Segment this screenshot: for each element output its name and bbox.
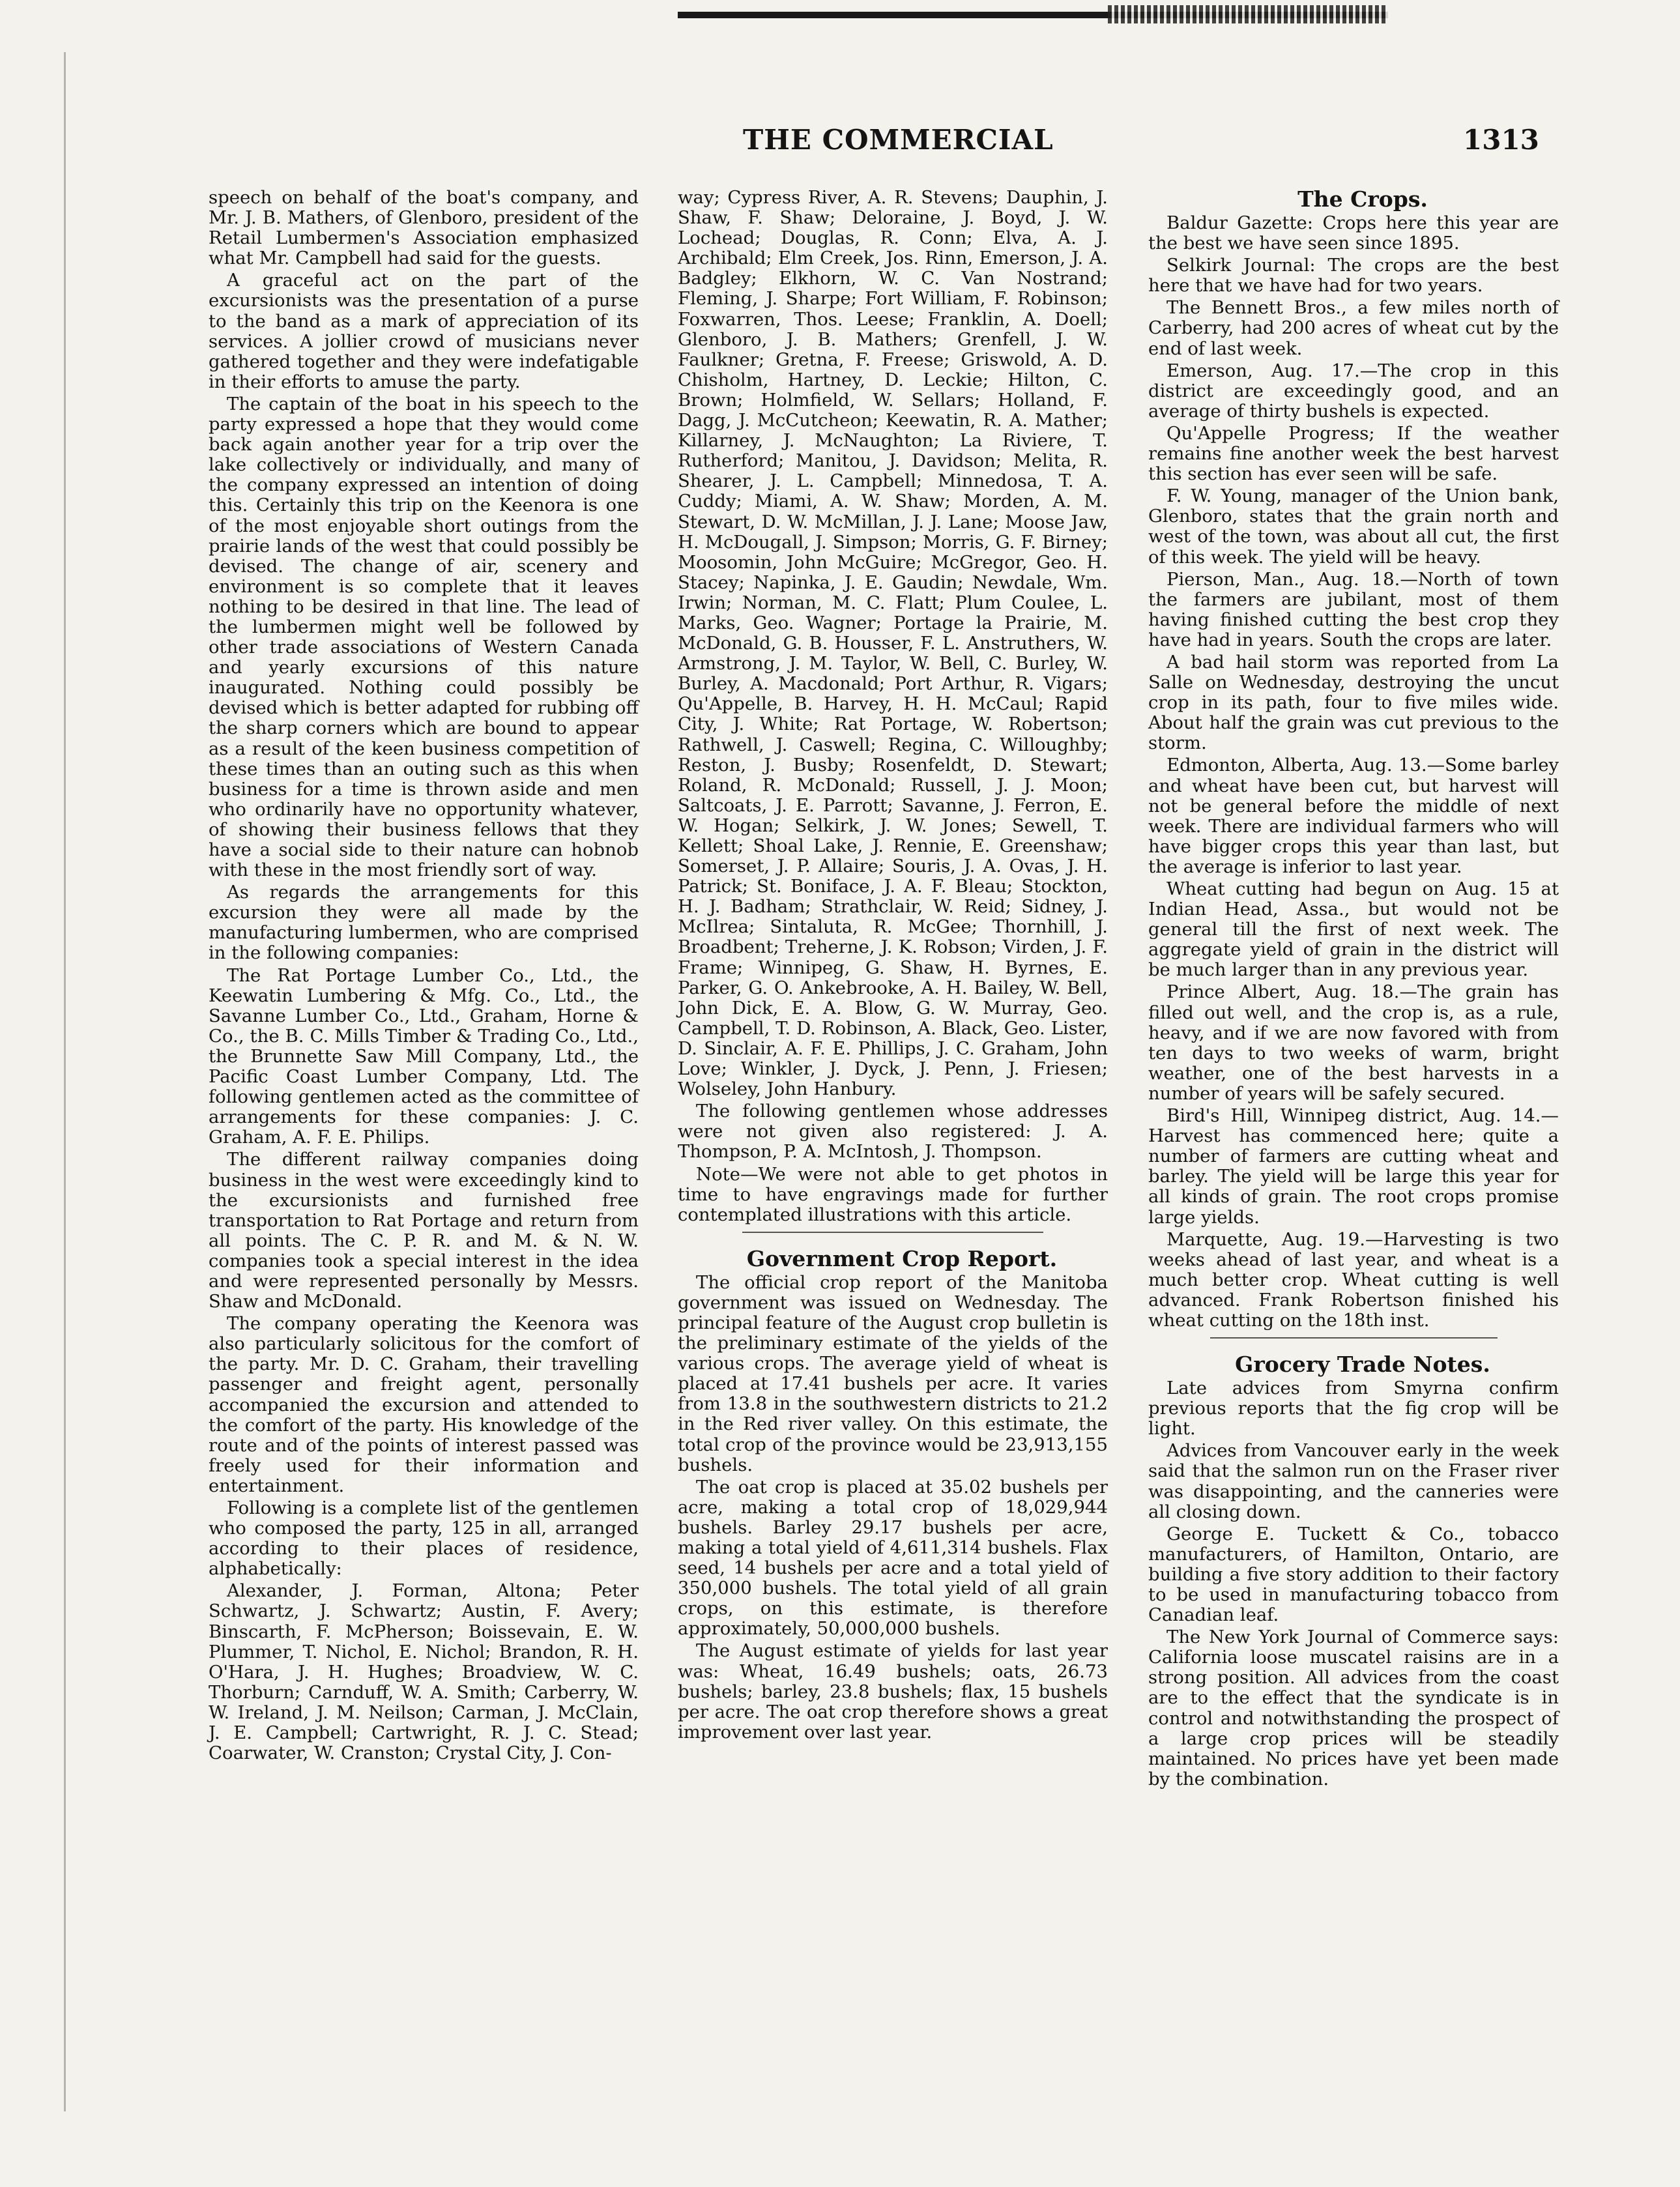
col3-paragraph: Advices from Vancouver early in the week said that the salmon run on the Fraser river was disappointing, and the canneries were all closing down. xyxy=(1148,1440,1559,1522)
col3-paragraph: Wheat cutting had begun on Aug. 15 at Indian Head, Assa., but would not be general till the first of next week. The aggregate yield of grain in the district will be much larger than in any previous year. xyxy=(1148,878,1559,981)
section-divider xyxy=(1210,1337,1498,1339)
col2-paragraph: way; Cypress River, A. R. Stevens; Dauphin, J. Shaw, F. Shaw; Deloraine, J. Boyd, J. W. Lochead; Douglas, R. Conn; Elva, A. J. Archibald; Elm Creek, Jos. Rinn, Emerson, J. A. Badgley; Elkhorn, W. C. Van Nostrand; Fleming, J. Sharpe; Fort William, F. Robinson; Foxwarren, Thos. Leese; Franklin, A. Doell; Glenboro, J. B. Mathers; Grenfell, J. W. Faulkner; Gretna, F. Freese; Griswold, A. D. Chisholm, Hartney, D. Leckie; Hilton, C. Brown; Holmfield, W. Sellars; Holland, F. Dagg, J. McCutcheon; Keewatin, R. A. Mather; Killarney, J. McNaughton; La Riviere, T. Rutherford; Manitou, J. Davidson; Melita, R. Shearer, J. L. Campbell; Minnedosa, T. A. Cuddy; Miami, A. W. Shaw; Morden, A. M. Stewart, D. W. McMillan, J. J. Lane; Moose Jaw, H. McDougall, J. Simpson; Morris, G. F. Birney; Moosomin, John McGuire; McGregor, Geo. H. Stacey; Napinka, J. E. Gaudin; Newdale, Wm. Irwin; Norman, M. C. Flatt; Plum Coulee, L. Marks, Geo. Wagner; Portage la Prairie, M. McDonald, G. B. Housser, F. L. Anstruthers, W. Armstrong, J. M. Taylor, W. Bell, C. Burley, W. Burley, A. Macdonald; Port Arthur, R. Vigars; Qu'Appelle, B. Harvey, H. H. McCaul; Rapid City, J. White; Rat Portage, W. Robertson; Rathwell, J. Caswell; Regina, C. Willoughby; Reston, J. Busby; Rosenfeldt, D. Stewart; Roland, R. McDonald; Russell, J. J. Moon; Saltcoats, J. E. Parrott; Savanne, J. Ferron, E. W. Hogan; Selkirk, J. W. Jones; Sewell, T. Kellett; Shoal Lake, J. Rennie, E. Greenshaw; Somerset, J. P. Allaire; Souris, J. A. Ovas, J. H. Patrick; St. Boniface, J. A. F. Bleau; Stockton, H. J. Badham; Strathclair, W. Reid; Sidney, J. McIlrea; Sintaluta, R. McGee; Thornhill, J. Broadbent; Treherne, J. K. Robson; Virden, J. F. Frame; Winnipeg, G. Shaw, H. Byrnes, E. Parker, G. O. Ankebrooke, A. H. Bailey, W. Bell, John Dick, E. A. Blow, G. W. Murray, Geo. Campbell, T. D. Robinson, A. Black, Geo. Lister, D. Sinclair, A. F. E. Phillips, J. C. Graham, John Love; Winkler, J. Dyck, J. Penn, J. Friesen; Wolseley, John Hanbury. xyxy=(678,187,1108,1100)
top-scan-artifact xyxy=(1108,5,1388,23)
col3-paragraph: Pierson, Man., Aug. 18.—North of town the farmers are jubilant, most of them having finished cutting the best crop they have had in years. South the crops are later. xyxy=(1148,568,1559,650)
col3-paragraph: A bad hail storm was reported from La Salle on Wednesday, destroying the uncut crop in its path, four to five miles wide. About half the grain was cut previous to the storm. xyxy=(1148,651,1559,754)
column-3 xyxy=(1148,188,1559,1789)
col3-paragraph: George E. Tuckett & Co., tobacco manufacturers, of Hamilton, Ontario, are building a five story addition to their factory to be used in manufacturing tobacco from Canadian leaf. xyxy=(1148,1523,1559,1626)
column-1 xyxy=(209,188,639,1763)
col3-paragraph: Edmonton, Alberta, Aug. 13.—Some barley and wheat have been cut, but harvest will not be general before the middle of next week. There are individual farmers who will have bigger crops this year than last, but the average is inferior to last year. xyxy=(1148,755,1559,877)
col3-paragraph: Bird's Hill, Winnipeg district, Aug. 14.—Harvest has commenced here; quite a number of farmers are cutting wheat and barley. The yield will be large this year for all kinds of grain. The root crops promise large yields. xyxy=(1148,1105,1559,1228)
col3-paragraph: The New York Journal of Commerce says: California loose muscatel raisins are in a strong position. All advices from the coast are to the effect that the syndicate is in control and notwithstanding the prospect of a large crop prices will be steadily maintained. No prices have yet been made by the combination. xyxy=(1148,1627,1559,1789)
heading-government-crop-report: Government Crop Report. xyxy=(746,1245,1058,1271)
col3-paragraph: The Bennett Bros., a few miles north of Carberry, had 200 acres of wheat cut by the end of last week. xyxy=(1148,297,1559,359)
col1-paragraph: The captain of the boat in his speech to the party expressed a hope that they would come back again another year for a trip over the lake collectively or individually, and many of the company expressed an intention of doing this. Certainly this trip on the Keenora is one of the most enjoyable short outings from the prairie lands of the west that could possibly be devised. The change of air, scenery and environment is so complete that it leaves nothing to be desired in that line. The lead of the lumbermen might well be followed by other trade associations of Western Canada and yearly excursions of this nature inaugurated. Nothing could possibly be devised which is better adapted for rubbing off the sharp corners which are bound to appear as a result of the keen business competition of these times than an outing such as this when business for a time is thrown aside and men who ordinarily have no opportunity whatever, of showing their business fellows that they have a social side to their nature can hobnob with these in the most friendly sort of way. xyxy=(209,393,639,881)
section-divider xyxy=(742,1232,1043,1233)
col1-paragraph: As regards the arrangements for this excursion they were all made by the manufacturing lumbermen, who are comprised in the following companies: xyxy=(209,882,639,964)
col3-paragraph: Emerson, Aug. 17.—The crop in this district are exceedingly good, and an average of thirty bushels is expected. xyxy=(1148,360,1559,422)
running-head: THE COMMERCIAL xyxy=(743,124,1054,156)
col1-paragraph: The Rat Portage Lumber Co., Ltd., the Keewatin Lumbering & Mfg. Co., Ltd., the Savanne Lumber Co., Ltd., Graham, Horne & Co., the B. C. Mills Timber & Trading Co., Ltd., the Brunnette Saw Mill Company, Ltd., the Pacific Coast Lumber Company, Ltd. The following gentlemen acted as the committee of arrangements for these companies: J. C. Graham, A. F. E. Philips. xyxy=(209,964,639,1148)
col1-paragraph: Alexander, J. Forman, Altona; Peter Schwartz, J. Schwartz; Austin, F. Avery; Binscarth, F. McPherson; Boissevain, E. W. Plummer, T. Nichol, E. Nichol; Brandon, R. H. O'Hara, J. H. Hughes; Broadview, W. C. Thorburn; Carnduff, W. A. Smith; Carberry, W. W. Ireland, J. M. Neilson; Carman, J. McClain, J. E. Campbell; Cartwright, R. J. C. Stead; Coarwater, W. Cranston; Crystal City, J. Con- xyxy=(209,1580,639,1764)
col2-paragraph: The August estimate of yields for last year was: Wheat, 16.49 bushels; oats, 26.73 bushels; barley, 23.8 bushels; flax, 15 bushels per acre. The oat crop therefore shows a great improvement over last year. xyxy=(678,1640,1108,1743)
col3-paragraph: F. W. Young, manager of the Union bank, Glenboro, states that the grain north and west of the town, was about all cut, the first of this week. The yield will be heavy. xyxy=(1148,485,1559,568)
col1-paragraph: The company operating the Keenora was also particularly solicitous for the comfort of the party. Mr. D. C. Graham, their travelling passenger and freight agent, personally accompanied the excursion and attended to the comfort of the party. His knowledge of the route and of the points of interest passed was freely used for their information and entertainment. xyxy=(209,1313,639,1496)
heading-the-crops: The Crops. xyxy=(1297,186,1428,212)
col2-paragraph: The oat crop is placed at 35.02 bushels per acre, making a total crop of 18,029,944 bushels. Barley 29.17 bushels per acre, making a total yield of 4,611,314 bushels. Flax seed, 14 bushels per acre and a total yield of 350,000 bushels. The total yield of all grain crops, on this estimate, is therefore approximately, 50,000,000 bushels. xyxy=(678,1476,1108,1640)
col2-paragraph: The following gentlemen whose addresses were not given also registered: J. A. Thompson, P. A. McIntosh, J. Thompson. xyxy=(678,1101,1108,1163)
col3-paragraph: Late advices from Smyrna confirm previous reports that the fig crop will be light. xyxy=(1148,1378,1559,1440)
left-margin-rule xyxy=(64,52,66,2111)
col1-paragraph: A graceful act on the part of the excursionists was the presentation of a purse to the band as a mark of appreciation of its services. A jollier crowd of musicians never gathered together and they were indefatigable in their efforts to amuse the party. xyxy=(209,270,639,392)
col2-paragraph: The official crop report of the Manitoba government was issued on Wednesday. The principal feature of the August crop bulletin is the preliminary estimate of the yields of the various crops. The average yield of wheat is placed at 17.41 bushels per acre. It varies from 13.8 in the southwestern districts to 21.2 in the Red river valley. On this estimate, the total crop of the province would be 23,913,155 bushels. xyxy=(678,1271,1108,1475)
col3-paragraph: Marquette, Aug. 19.—Harvesting is two weeks ahead of last year, and wheat is a much better crop. Wheat cutting is well advanced. Frank Robertson finished his wheat cutting on the 18th inst. xyxy=(1148,1228,1559,1331)
page-number: 1313 xyxy=(1463,124,1539,156)
col3-paragraph: Selkirk Journal: The crops are the best here that we have had for two years. xyxy=(1148,255,1559,297)
col1-paragraph: speech on behalf of the boat's company, and Mr. J. B. Mathers, of Glenboro, president of the Retail Lumbermen's Association emphasized what Mr. Campbell had said for the guests. xyxy=(209,187,639,269)
col1-paragraph: Following is a complete list of the gentlemen who composed the party, 125 in all, arranged according to their places of residence, alphabetically: xyxy=(209,1498,639,1580)
column-2 xyxy=(678,188,1108,1743)
heading-grocery-trade-notes: Grocery Trade Notes. xyxy=(1235,1352,1490,1378)
col2-paragraph: Note—We were not able to get photos in time to have engravings made for further contemplated illustrations with this article. xyxy=(678,1163,1108,1225)
col3-paragraph: Prince Albert, Aug. 18.—The grain has filled out well, and the crop is, as a rule, heavy, and if we are now favored with from ten days to two weeks of warm, bright weather, one of the best harvests in a number of years will be safely secured. xyxy=(1148,981,1559,1104)
col1-paragraph: The different railway companies doing business in the west were exceedingly kind to the excursionists and furnished free transportation to Rat Portage and return from all points. The C. P. R. and M. & N. W. companies took a special interest in the idea and were represented personally by Messrs. Shaw and McDonald. xyxy=(209,1149,639,1312)
col3-paragraph: Baldur Gazette: Crops here this year are the best we have seen since 1895. xyxy=(1148,212,1559,254)
col3-paragraph: Qu'Appelle Progress; If the weather remains fine another week the best harvest this section has ever seen will be safe. xyxy=(1148,422,1559,485)
